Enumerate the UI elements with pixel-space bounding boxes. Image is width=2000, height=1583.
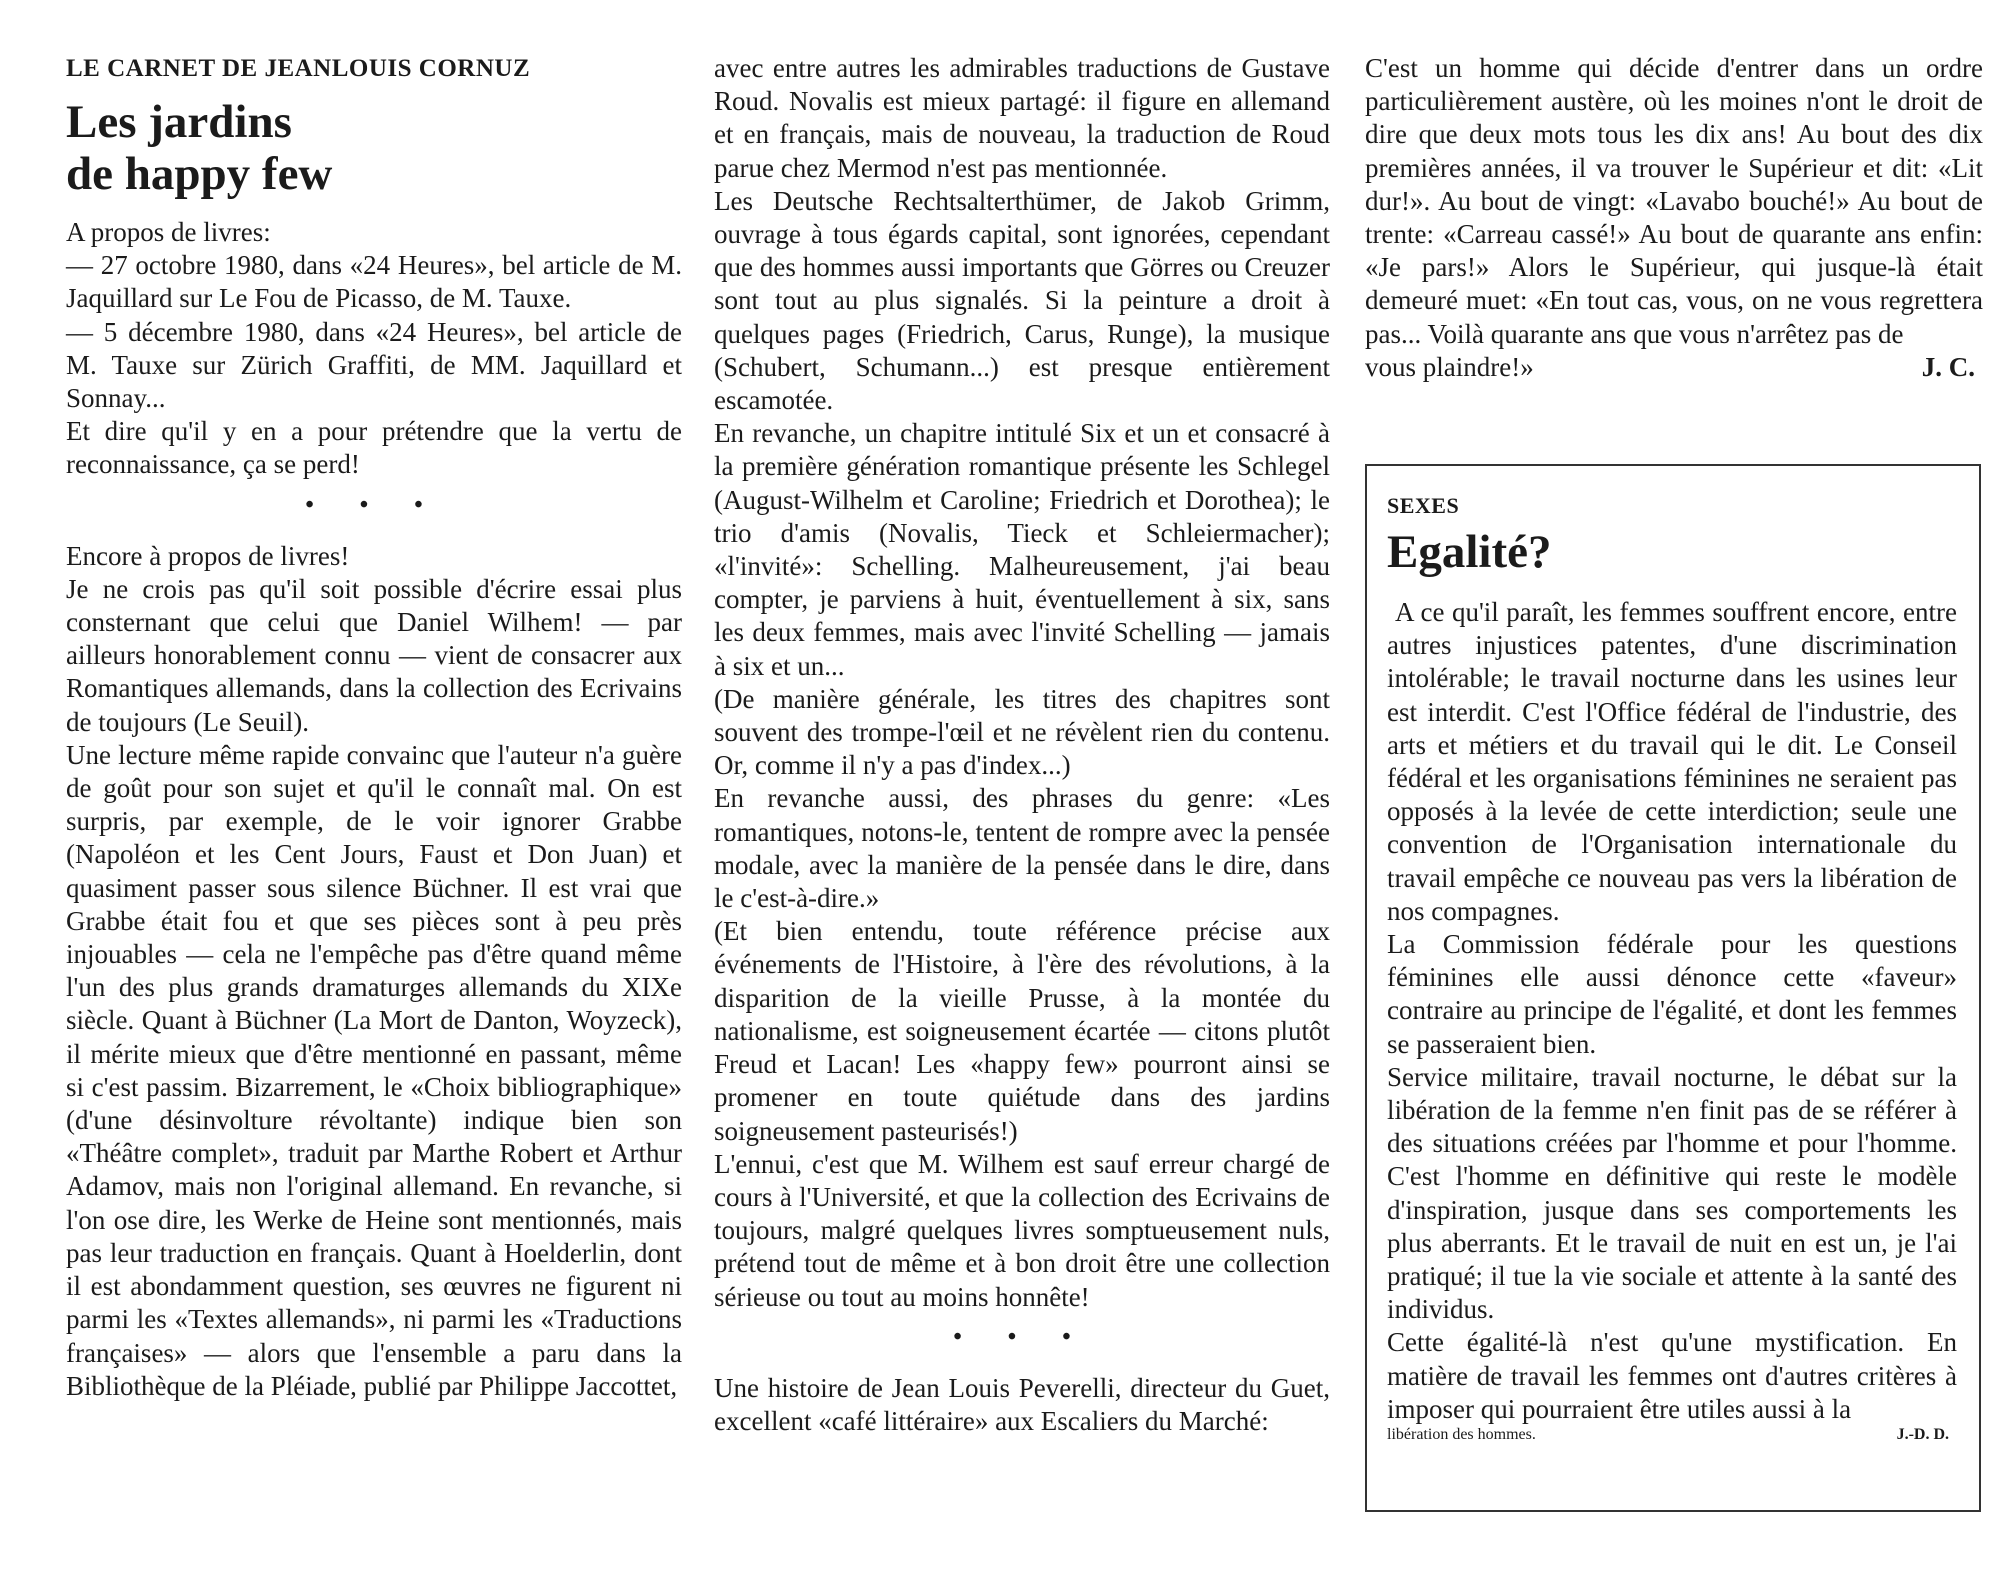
paragraph: C'est un homme qui décide d'entrer dans un ordre particulièrement austère, où les moines n'ont le droit de dire que deux mots tous les dix ans! Au bout des dix premières années, il va trouver le Supérieur et dit: «Lit dur!». Au bout de vingt: «Lavabo bouché!» Au bout de trente: «Carreau cassé!» Au bout de quarante ans enfin: «Je pars!» Alors le Supérieur, qui jusque-là était demeuré muet: «En tout cas, vous, on ne vous regrettera pas... Voilà quarante ans que vous n'arrêtez pas de xyxy=(1365,53,1983,349)
signature-line xyxy=(1387,1426,1957,1444)
boxed-article xyxy=(1365,464,1981,1512)
paragraph: En revanche aussi, des phrases du genre: «Les romantiques, notons-le, tentent de rompre avec la pensée modale, avec la manière de la pensée dans le dire, dans le c'est-à-dire.» xyxy=(714,783,1330,914)
paragraph: L'ennui, c'est que M. Wilhem est sauf erreur chargé de cours à l'Université, et que la collection des Ecrivains de toujours, malgré quelques livres somptueusement nuls, prétend tout de même et à bon droit être une collection sérieuse ou tout au moins honnête! xyxy=(714,1148,1330,1312)
author-signature: J. C. xyxy=(1921,351,1975,382)
headline-line-1: Les jardins xyxy=(66,96,292,148)
column-3 xyxy=(1365,52,1983,384)
paragraph: (Et bien entendu, toute référence précise aux événements de l'Histoire, à l'ère des révolutions, à la disparition de la vieille Prusse, à la montée du nationalisme, est soigneusement écartée — citons plutôt Freud et Lacan! Les «happy few» pourront ainsi se promener en toute quiétude dans des jardins soigneusement pasteurisés!) xyxy=(714,916,1330,1146)
column-1 xyxy=(66,52,682,1403)
headline-line-2: de happy few xyxy=(66,148,333,200)
box-headline: Egalité? xyxy=(1387,526,1552,578)
section-separator: • • • xyxy=(305,491,443,518)
paragraph: avec entre autres les admirables traductions de Gustave Roud. Novalis est mieux partagé: il figure en allemand et en français, mais de nouveau, la traduction de Roud parue chez Mermod n'est pas mentionnée. xyxy=(714,53,1330,183)
paragraph: — 27 octobre 1980, dans «24 Heures», bel article de M. Jaquillard sur Le Fou de Picasso, de M. Tauxe. xyxy=(66,250,682,314)
paragraph-end: vous plaindre!» xyxy=(1365,351,1534,382)
paragraph: — 5 décembre 1980, dans «24 Heures», bel article de M. Tauxe sur Zürich Graffiti, de MM. Jaquillard et Sonnay... xyxy=(66,316,682,414)
paragraph: Et dire qu'il y en a pour prétendre que la vertu de reconnaissance, ça se perd! xyxy=(66,416,682,480)
paragraph: Une histoire de Jean Louis Peverelli, directeur du Guet, excellent «café littéraire» aux Escaliers du Marché: xyxy=(714,1372,1330,1436)
paragraph-end: libération des hommes. xyxy=(1387,1426,1536,1444)
paragraph: A propos de livres: xyxy=(66,217,271,247)
signature-line xyxy=(1365,351,1983,384)
paragraph: La Commission fédérale pour les questions féminines elle aussi dénonce cette «faveur» contraire au principe de l'égalité, et dont les femmes se passeraient bien. xyxy=(1387,929,1957,1059)
paragraph: Les Deutsche Rechtsalterthümer, de Jakob Grimm, ouvrage à tous égards capital, sont ignorées, cependant que des hommes aussi importants que Görres ou Creuzer sont tout au plus signalés. Si la peinture a droit à quelques pages (Friedrich, Carus, Runge), la musique (Schubert, Schumann...) est presque entièrement escamotée. xyxy=(714,185,1330,416)
paragraph: Je ne crois pas qu'il soit possible d'écrire essai plus consternant que celui que Daniel Wilhem! — par ailleurs honorablement connu — vient de consacrer aux Romantiques allemands, dans la collection des Ecrivains de toujours (Le Seuil). xyxy=(66,573,682,737)
box-kicker: SEXES xyxy=(1387,493,1460,518)
article-headline xyxy=(66,96,682,200)
column-2 xyxy=(714,52,1330,1438)
paragraph: En revanche, un chapitre intitulé Six et un et consacré à la première génération romantique présente les Schlegel (August-Wilhelm et Caroline; Friedrich et Dorothea); le trio d'amis (Novalis, Tieck et Schleiermacher); «l'invité»: Schelling. Malheureusement, j'ai beau compter, je parviens à huit, éventuellement à six, sans les deux femmes, mais avec l'invité Schelling — jamais à six et un... xyxy=(714,418,1330,681)
paragraph: Service militaire, travail nocturne, le débat sur la libération de la femme n'en finit pas de se référer à des situations créées par l'homme et pour l'homme. C'est l'homme en définitive qui reste le modèle d'inspiration, jusque dans ses comportements les plus aberrants. Et le travail de nuit en est un, je l'ai pratiqué; il tue la vie sociale et attente à la santé des individus. xyxy=(1387,1061,1957,1325)
article-kicker: LE CARNET DE JEANLOUIS CORNUZ xyxy=(66,55,531,82)
paragraph: Une lecture même rapide convainc que l'auteur n'a guère de goût pour son sujet et qu'il le connaît mal. On est surpris, par exemple, de le voir ignorer Grabbe (Napoléon et les Cent Jours, Faust et Don Juan) et quasiment passer sous silence Büchner. Il est vrai que Grabbe était fou et que ses pièces sont à peu près injouables — cela ne l'empêche pas d'être quand même l'un des plus grands dramaturges allemands du XIXe siècle. Quant à Büchner (La Mort de Danton, Woyzeck), il mérite mieux que d'être mentionné en passant, même si c'est passim. Bizarrement, le «Choix bibliographique» (d'une désinvolture révoltante) indique bien son «Théâtre complet», traduit par Marthe Robert et Arthur Adamov, mais non l'original allemand. En revanche, si l'on ose dire, les Werke de Heine sont mentionnés, mais pas leur traduction en français. Quant à Hoelderlin, dont il est abondamment question, ses œuvres ne figurent ni parmi les «Textes allemands», ni parmi les «Traductions françaises» — alors que l'ensemble a paru dans la Bibliothèque de la Pléiade, publié par Philippe Jaccottet, xyxy=(66,739,682,1401)
paragraph: Cette égalité-là n'est qu'une mystification. En matière de travail les femmes ont d'autres critères à imposer qui pourraient être utiles aussi à la xyxy=(1387,1327,1957,1424)
section-separator: • • • xyxy=(953,1323,1091,1350)
author-signature: J.-D. D. xyxy=(1896,1426,1949,1444)
paragraph: A ce qu'il paraît, les femmes souffrent encore, entre autres injustices patentes, d'une discrimination intolérable; le travail nocturne dans les usines leur est interdit. C'est l'Office fédéral de l'industrie, des arts et métiers et du travail qui le dit. Le Conseil fédéral et les organisations féminines ne seraient pas opposés à la levée de cette interdiction; seule une convention de l'Organisation internationale du travail empêche ce nouveau pas vers la libération de nos compagnes. xyxy=(1387,597,1957,926)
paragraph: Encore à propos de livres! xyxy=(66,540,350,571)
paragraph: (De manière générale, les titres des chapitres sont souvent des trompe-l'œil et ne révèlent rien du contenu. Or, comme il n'y a pas d'index...) xyxy=(714,683,1330,781)
